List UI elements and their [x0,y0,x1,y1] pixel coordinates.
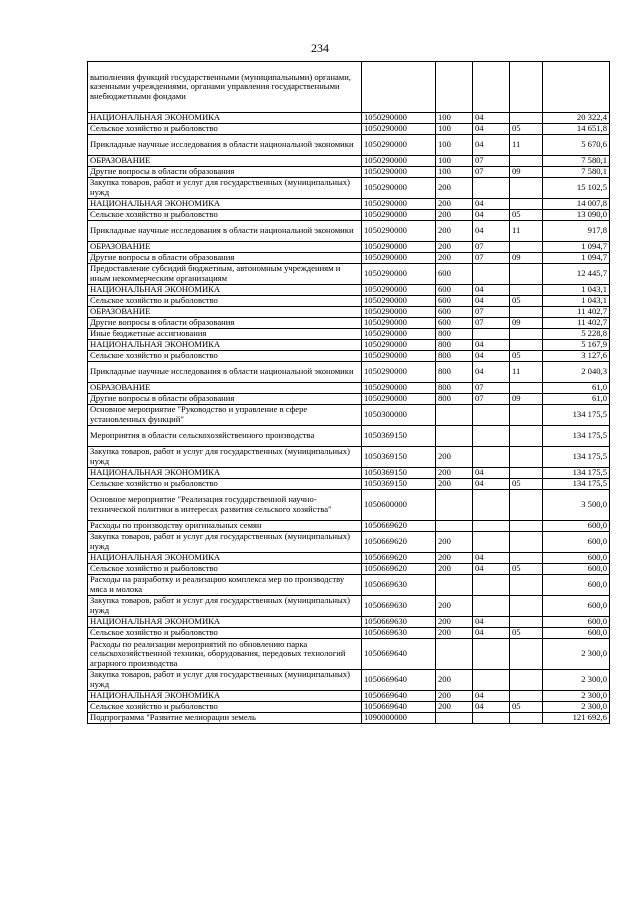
cell-name: Сельское хозяйство и рыболовство [88,564,362,575]
cell-section [473,405,510,426]
cell-section: 04 [473,702,510,713]
cell-subsection [510,617,543,628]
cell-amount: 7 580,1 [543,156,610,167]
cell-subsection [510,426,543,447]
cell-target-code: 1050669620 [362,532,436,553]
table-row [88,426,610,447]
cell-subsection [510,264,543,285]
cell-subsection [510,285,543,296]
cell-section: 07 [473,156,510,167]
cell-name: Основное мероприятие "Реализация государственной научно-технической политики в интересах развития сельского хозяйства" [88,490,362,521]
cell-amount: 12 445,7 [543,264,610,285]
cell-name: Другие вопросы в области образования [88,394,362,405]
table-row [88,691,610,702]
table-row [88,178,610,199]
cell-subsection [510,691,543,702]
cell-expense-type: 200 [436,628,473,639]
cell-section: 04 [473,362,510,383]
cell-expense-type: 600 [436,264,473,285]
cell-amount: 2 300,0 [543,702,610,713]
cell-subsection [510,532,543,553]
cell-name: НАЦИОНАЛЬНАЯ ЭКОНОМИКА [88,285,362,296]
cell-section: 04 [473,617,510,628]
cell-target-code: 1050369150 [362,479,436,490]
table-row [88,596,610,617]
table-row [88,362,610,383]
cell-subsection: 05 [510,564,543,575]
cell-name: Иные бюджетные ассигнования [88,329,362,340]
cell-target-code: 1050600000 [362,490,436,521]
cell-name: Предоставление субсидий бюджетным, автономным учреждениям и иным некоммерческим организациям [88,264,362,285]
cell-name: Закупка товаров, работ и услуг для государственных (муниципальных) нужд [88,532,362,553]
cell-amount: 2 300,0 [543,691,610,702]
cell-target-code: 1050290000 [362,264,436,285]
table-row [88,521,610,532]
cell-target-code: 1050290000 [362,113,436,124]
table-row [88,135,610,156]
table-row [88,394,610,405]
cell-amount: 11 402,7 [543,307,610,318]
cell-target-code: 1050290000 [362,253,436,264]
cell-section: 04 [473,340,510,351]
cell-target-code: 1050290000 [362,210,436,221]
cell-name: Другие вопросы в области образования [88,167,362,178]
cell-name: Сельское хозяйство и рыболовство [88,479,362,490]
cell-expense-type: 200 [436,479,473,490]
cell-expense-type [436,490,473,521]
table-row [88,124,610,135]
cell-section: 07 [473,307,510,318]
cell-target-code: 1050669620 [362,553,436,564]
cell-expense-type: 200 [436,221,473,242]
cell-amount: 600,0 [543,564,610,575]
table-row [88,564,610,575]
cell-subsection [510,62,543,113]
cell-target-code: 1050290000 [362,340,436,351]
cell-subsection: 05 [510,210,543,221]
budget-table [87,61,610,724]
cell-name: Сельское хозяйство и рыболовство [88,210,362,221]
cell-name: НАЦИОНАЛЬНАЯ ЭКОНОМИКА [88,691,362,702]
cell-name: Прикладные научные исследования в области национальной экономики [88,135,362,156]
cell-target-code: 1050290000 [362,351,436,362]
cell-name: Другие вопросы в области образования [88,318,362,329]
cell-expense-type: 800 [436,394,473,405]
cell-section [473,264,510,285]
cell-target-code: 1050669640 [362,670,436,691]
cell-amount: 5 167,9 [543,340,610,351]
cell-expense-type: 200 [436,253,473,264]
cell-section: 04 [473,296,510,307]
table-row [88,383,610,394]
cell-amount: 14 007,8 [543,199,610,210]
cell-section: 04 [473,564,510,575]
cell-name: Подпрограмма "Развитие мелиорации земель [88,713,362,724]
cell-amount: 600,0 [543,596,610,617]
cell-expense-type: 100 [436,156,473,167]
cell-expense-type: 800 [436,351,473,362]
cell-expense-type: 200 [436,670,473,691]
cell-name: Мероприятия в области сельскохозяйственного производства [88,426,362,447]
table-row [88,167,610,178]
table-row [88,447,610,468]
table-row [88,62,610,113]
cell-section [473,596,510,617]
cell-name: НАЦИОНАЛЬНАЯ ЭКОНОМИКА [88,113,362,124]
cell-subsection [510,575,543,596]
cell-amount: 600,0 [543,521,610,532]
cell-expense-type: 200 [436,242,473,253]
table-row [88,264,610,285]
cell-target-code: 1050290000 [362,296,436,307]
cell-expense-type: 200 [436,199,473,210]
cell-subsection [510,447,543,468]
cell-subsection: 09 [510,253,543,264]
cell-expense-type: 200 [436,532,473,553]
table-row [88,617,610,628]
cell-section: 04 [473,221,510,242]
cell-subsection [510,713,543,724]
cell-subsection [510,521,543,532]
cell-section: 07 [473,167,510,178]
cell-amount: 1 043,1 [543,296,610,307]
cell-amount [543,62,610,113]
cell-target-code: 1050669620 [362,564,436,575]
cell-amount: 600,0 [543,617,610,628]
cell-target-code: 1050669640 [362,691,436,702]
cell-name: Закупка товаров, работ и услуг для государственных (муниципальных) нужд [88,670,362,691]
cell-target-code: 1050290000 [362,135,436,156]
cell-target-code: 1050669640 [362,639,436,670]
cell-section: 04 [473,691,510,702]
cell-expense-type: 800 [436,383,473,394]
cell-section: 04 [473,553,510,564]
cell-subsection [510,307,543,318]
cell-amount: 1 043,1 [543,285,610,296]
cell-target-code: 1050369150 [362,426,436,447]
cell-amount: 3 127,6 [543,351,610,362]
cell-amount: 11 402,7 [543,318,610,329]
cell-expense-type [436,521,473,532]
cell-section [473,62,510,113]
cell-expense-type: 100 [436,113,473,124]
cell-name: НАЦИОНАЛЬНАЯ ЭКОНОМИКА [88,199,362,210]
cell-subsection [510,156,543,167]
table-row [88,670,610,691]
cell-expense-type: 600 [436,285,473,296]
cell-amount: 134 175,5 [543,468,610,479]
cell-amount: 600,0 [543,553,610,564]
table-row [88,221,610,242]
cell-name: выполнения функций государственными (муниципальными) органами, казенными учреждениями, органами управления государственными внебюджетными фондами [88,62,362,113]
cell-amount: 917,8 [543,221,610,242]
cell-amount: 121 692,6 [543,713,610,724]
cell-name: Другие вопросы в области образования [88,253,362,264]
cell-expense-type [436,405,473,426]
cell-target-code: 1090000000 [362,713,436,724]
table-row [88,713,610,724]
cell-name: Закупка товаров, работ и услуг для государственных (муниципальных) нужд [88,596,362,617]
cell-name: Сельское хозяйство и рыболовство [88,702,362,713]
cell-name: НАЦИОНАЛЬНАЯ ЭКОНОМИКА [88,340,362,351]
cell-name: Расходы на разработку и реализацию комплекса мер по производству мяса и молока [88,575,362,596]
cell-expense-type [436,426,473,447]
cell-expense-type: 200 [436,691,473,702]
cell-subsection [510,490,543,521]
cell-amount: 134 175,5 [543,479,610,490]
cell-target-code: 1050669630 [362,628,436,639]
cell-target-code: 1050290000 [362,362,436,383]
table-row [88,296,610,307]
cell-target-code: 1050290000 [362,383,436,394]
table-row [88,479,610,490]
cell-target-code: 1050669630 [362,617,436,628]
cell-name: ОБРАЗОВАНИЕ [88,156,362,167]
cell-name: ОБРАЗОВАНИЕ [88,242,362,253]
cell-expense-type [436,639,473,670]
cell-section: 04 [473,628,510,639]
table-row [88,113,610,124]
cell-subsection: 05 [510,351,543,362]
cell-section [473,670,510,691]
cell-amount: 134 175,5 [543,405,610,426]
cell-subsection [510,596,543,617]
table-row [88,351,610,362]
cell-subsection: 11 [510,221,543,242]
cell-subsection [510,113,543,124]
cell-section: 04 [473,124,510,135]
cell-name: НАЦИОНАЛЬНАЯ ЭКОНОМИКА [88,553,362,564]
table-row [88,628,610,639]
cell-target-code: 1050290000 [362,394,436,405]
cell-expense-type: 600 [436,296,473,307]
cell-amount: 14 651,8 [543,124,610,135]
cell-target-code: 1050290000 [362,318,436,329]
table-row [88,553,610,564]
table-row [88,156,610,167]
cell-target-code: 1050290000 [362,307,436,318]
cell-subsection: 09 [510,394,543,405]
cell-expense-type: 200 [436,447,473,468]
table-row [88,307,610,318]
cell-expense-type: 800 [436,340,473,351]
cell-subsection [510,639,543,670]
cell-target-code: 1050290000 [362,242,436,253]
cell-subsection: 05 [510,296,543,307]
cell-section [473,329,510,340]
cell-target-code: 1050290000 [362,221,436,242]
cell-name: Сельское хозяйство и рыболовство [88,296,362,307]
table-row [88,468,610,479]
cell-expense-type: 800 [436,329,473,340]
table-row [88,639,610,670]
cell-amount: 15 102,5 [543,178,610,199]
cell-section: 07 [473,383,510,394]
cell-subsection: 11 [510,362,543,383]
cell-target-code: 1050290000 [362,178,436,199]
cell-target-code: 1050669630 [362,596,436,617]
cell-target-code: 1050669620 [362,521,436,532]
cell-subsection: 11 [510,135,543,156]
table-row [88,285,610,296]
cell-expense-type: 200 [436,178,473,199]
cell-amount: 1 094,7 [543,242,610,253]
cell-subsection [510,383,543,394]
cell-amount: 2 300,0 [543,670,610,691]
cell-target-code: 1050669630 [362,575,436,596]
cell-subsection [510,178,543,199]
cell-section [473,532,510,553]
cell-expense-type: 200 [436,596,473,617]
cell-amount: 13 090,0 [543,210,610,221]
cell-subsection: 05 [510,124,543,135]
cell-amount: 2 040,3 [543,362,610,383]
cell-name: Сельское хозяйство и рыболовство [88,628,362,639]
cell-target-code: 1050290000 [362,124,436,135]
cell-target-code: 1050369150 [362,447,436,468]
cell-name: Расходы по реализации мероприятий по обновлению парка сельскохозяйственной техники, оборудования, передовых технологий аграрного производства [88,639,362,670]
cell-subsection: 05 [510,628,543,639]
table-row [88,702,610,713]
cell-section: 07 [473,394,510,405]
cell-section [473,426,510,447]
cell-target-code: 1050290000 [362,156,436,167]
cell-name: Закупка товаров, работ и услуг для государственных (муниципальных) нужд [88,447,362,468]
cell-subsection: 05 [510,702,543,713]
cell-subsection [510,340,543,351]
cell-section [473,575,510,596]
cell-amount: 61,0 [543,383,610,394]
cell-amount: 5 228,8 [543,329,610,340]
cell-amount: 20 322,4 [543,113,610,124]
cell-section: 04 [473,210,510,221]
cell-name: Основное мероприятие "Руководство и управление в сфере установленных функций" [88,405,362,426]
cell-section: 04 [473,468,510,479]
cell-subsection: 09 [510,318,543,329]
cell-name: Прикладные научные исследования в области национальной экономики [88,221,362,242]
cell-expense-type: 200 [436,564,473,575]
cell-amount: 2 300,0 [543,639,610,670]
table-row [88,242,610,253]
cell-amount: 134 175,5 [543,426,610,447]
page-number: 234 [311,41,329,55]
cell-expense-type [436,713,473,724]
cell-section: 04 [473,199,510,210]
cell-expense-type: 800 [436,362,473,383]
cell-amount: 600,0 [543,575,610,596]
cell-section [473,178,510,199]
cell-subsection [510,242,543,253]
cell-section: 07 [473,242,510,253]
table-row [88,253,610,264]
table-row [88,318,610,329]
cell-expense-type [436,62,473,113]
cell-section: 04 [473,351,510,362]
cell-amount: 3 500,0 [543,490,610,521]
cell-target-code: 1050369150 [362,468,436,479]
cell-amount: 61,0 [543,394,610,405]
cell-amount: 1 094,7 [543,253,610,264]
cell-name: Прикладные научные исследования в области национальной экономики [88,362,362,383]
table-row [88,210,610,221]
cell-target-code: 1050290000 [362,167,436,178]
cell-subsection [510,670,543,691]
cell-subsection [510,199,543,210]
cell-target-code: 1050290000 [362,329,436,340]
cell-subsection [510,405,543,426]
cell-section: 04 [473,479,510,490]
cell-expense-type: 200 [436,702,473,713]
cell-subsection [510,468,543,479]
table-row [88,199,610,210]
cell-expense-type: 100 [436,167,473,178]
cell-amount: 7 580,1 [543,167,610,178]
cell-section: 04 [473,135,510,156]
table-row [88,532,610,553]
cell-expense-type: 200 [436,468,473,479]
cell-name: Сельское хозяйство и рыболовство [88,124,362,135]
cell-name: ОБРАЗОВАНИЕ [88,383,362,394]
cell-section: 04 [473,113,510,124]
cell-name: Закупка товаров, работ и услуг для государственных (муниципальных) нужд [88,178,362,199]
cell-section: 04 [473,285,510,296]
table-row [88,575,610,596]
cell-subsection [510,329,543,340]
cell-amount: 600,0 [543,628,610,639]
cell-section [473,490,510,521]
cell-name: ОБРАЗОВАНИЕ [88,307,362,318]
cell-amount: 600,0 [543,532,610,553]
cell-target-code: 1050669640 [362,702,436,713]
cell-target-code [362,62,436,113]
cell-expense-type: 200 [436,210,473,221]
cell-section [473,713,510,724]
cell-subsection: 05 [510,479,543,490]
cell-subsection [510,553,543,564]
cell-expense-type: 100 [436,124,473,135]
cell-expense-type: 100 [436,135,473,156]
cell-section: 07 [473,253,510,264]
cell-section [473,521,510,532]
cell-expense-type: 200 [436,553,473,564]
cell-expense-type: 600 [436,318,473,329]
cell-name: НАЦИОНАЛЬНАЯ ЭКОНОМИКА [88,468,362,479]
cell-expense-type: 200 [436,617,473,628]
table-row [88,405,610,426]
cell-target-code: 1050290000 [362,199,436,210]
cell-section [473,447,510,468]
cell-subsection: 09 [510,167,543,178]
cell-expense-type [436,575,473,596]
cell-target-code: 1050300000 [362,405,436,426]
cell-name: НАЦИОНАЛЬНАЯ ЭКОНОМИКА [88,617,362,628]
cell-section [473,639,510,670]
table-row [88,490,610,521]
table-row [88,329,610,340]
cell-expense-type: 600 [436,307,473,318]
table-row [88,340,610,351]
cell-amount: 5 670,6 [543,135,610,156]
cell-section: 07 [473,318,510,329]
cell-name: Сельское хозяйство и рыболовство [88,351,362,362]
cell-amount: 134 175,5 [543,447,610,468]
cell-target-code: 1050290000 [362,285,436,296]
cell-name: Расходы по производству оригинальных семян [88,521,362,532]
budget-table-body [88,62,610,724]
